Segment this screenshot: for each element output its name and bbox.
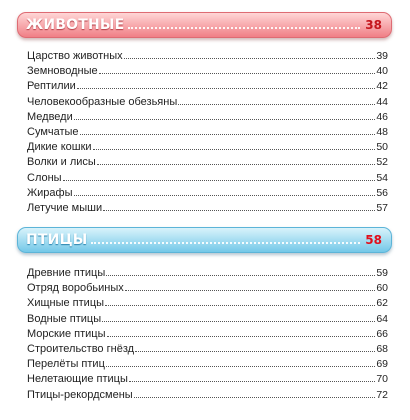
entry-title: Нелетающие птицы [27,373,128,386]
toc-entry [27,64,388,79]
dot-leader [74,195,376,196]
entry-title: Слоны [27,171,62,184]
section-banner [17,227,392,253]
toc-entry [27,281,388,296]
dot-leader [63,180,376,181]
entry-title: Рептилии [27,80,76,93]
dot-leader [128,27,360,29]
toc-entry [27,201,388,216]
toc-entry [27,266,388,281]
entry-page-number: 70 [376,373,388,386]
entry-title: Царство животных [27,50,123,62]
dot-leader [135,351,375,352]
entry-page-number: 62 [376,297,388,310]
toc-entry [27,296,388,311]
dot-leader [178,104,375,105]
entry-title: Дикие кошки [27,141,92,154]
dot-leader [134,397,376,398]
toc-entry [27,95,388,110]
toc-entry [27,342,388,357]
section-title: ЖИВОТНЫЕ [26,17,125,33]
dot-leader [105,305,375,306]
toc-entry [27,171,388,186]
toc-entry [27,79,388,94]
section-banner [17,12,392,38]
section-page-number: 58 [365,233,382,247]
toc-entry [27,125,388,140]
dot-leader [125,290,376,291]
toc-entry [27,388,388,403]
dot-leader [97,164,375,165]
entry-title: Перелёты птиц [27,358,105,371]
toc-entry [27,186,388,201]
entry-title: Хищные птицы [27,297,105,310]
toc-entry-list [27,266,388,403]
entry-page-number: 39 [376,50,388,62]
entry-page-number: 44 [376,95,388,108]
entry-title: Земноводные [27,65,98,78]
entry-page-number: 57 [376,201,388,214]
entry-page-number: 46 [376,110,388,123]
entry-page-number: 59 [376,267,388,279]
dot-leader [77,88,375,89]
entry-title: Древние птицы [27,267,106,279]
entry-page-number: 48 [376,125,388,138]
toc-entry-list [27,49,388,216]
dot-leader [99,73,376,74]
entry-title: Строительство гнёзд [27,342,135,355]
toc-entry [27,372,388,387]
entry-page-number: 64 [376,312,388,325]
entry-page-number: 60 [376,282,388,295]
dot-leader [91,242,360,244]
toc-entry [27,110,388,125]
dot-leader [80,134,376,135]
dot-leader [103,210,375,211]
entry-page-number: 52 [376,156,388,169]
dot-leader [106,366,375,367]
dot-leader [93,149,376,150]
entry-page-number: 68 [376,342,388,355]
entry-page-number: 54 [376,171,388,184]
entry-page-number: 42 [376,80,388,93]
dot-leader [74,119,376,120]
dot-leader [129,381,375,382]
entry-title: Летучие мыши [27,201,103,214]
entry-page-number: 50 [376,141,388,154]
entry-title: Морские птицы [27,327,106,340]
entry-title: Человекообразные обезьяны [27,95,178,108]
dot-leader [102,321,375,322]
dot-leader [106,275,375,276]
entry-title: Жирафы [27,186,73,199]
toc-entry [27,140,388,155]
entry-title: Медведи [27,110,73,123]
section-page-number: 38 [365,18,382,32]
entry-title: Отряд воробьиных [27,282,124,295]
toc-entry [27,49,388,64]
entry-title: Сумчатые [27,125,79,138]
dot-leader [107,336,376,337]
entry-title: Волки и лисы [27,156,96,169]
entry-page-number: 40 [376,65,388,78]
dot-leader [124,58,376,59]
toc-entry [27,357,388,372]
entry-page-number: 56 [376,186,388,199]
toc-entry [27,155,388,170]
entry-page-number: 69 [376,358,388,371]
section-title: ПТИЦЫ [26,232,88,248]
toc-entry [27,312,388,327]
entry-page-number: 66 [376,327,388,340]
entry-title: Птицы-рекордсмены [27,388,133,401]
entry-title: Водные птицы [27,312,102,325]
toc-entry [27,327,388,342]
entry-page-number: 72 [376,388,388,401]
